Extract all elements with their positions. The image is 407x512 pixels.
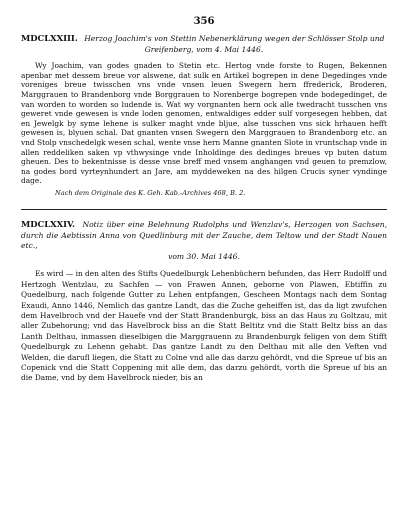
entry-source: Nach dem Originale des K. Geh. Kab.-Archives 468, B. 2. xyxy=(55,188,246,197)
entry-number: MDCLXXIII. xyxy=(21,33,78,43)
entry-title: Notiz über eine Belehnung Rudolphs und Wenzlav's, Herzogen von Sachsen, durch die Aebtissin Anna von Quedlinburg mit der Zauche, dem Teltow und der Stadt Nauen etc., xyxy=(21,219,388,251)
document-entry xyxy=(21,219,387,384)
entry-title: Herzog Joachim's von Stettin Nebenerklärung wegen der Schlösser Stolp und xyxy=(84,34,385,43)
entry-body: Wy Joachim, van godes gnaden to Stetin etc. Hertog vnde forste to Rugen, Bekennen apenbar met dessem breue vor alswene, dat sulk en Artikel bogrepen in dene Degedinges vnde voreniges breue twisschen vns vnde vnsen leuen Swegern hern ffrederick, Broderen, Marggrauen to Brandenborg vnde Borggrauen to Norenberge bogrepen vnde bodegedinget, de van worden to worden so ludende is. Wat wy vorgnanten hern ock alle twedracht tusschen vns geweret vnde gewesen is vnde loden genomen, entwaldiges edder sulf vorgesegen hebben, dat en Jewelgk by syme lehene is sulker maght vnde bljue, alse tusschen vns sick hrhauen hefft gewesen is, blyuen schal. Dat gnanten vnsen Swegern den Marggrauen to Brandenborg etc. an vnd Stolp vnschedelgk wesen schal, wente vnse hern Manne gnanten Slote in vruntschap vnde in allen reddeliken saken vp vthwysinge vnde Inholdinge des dedinges breues vp buten datum gheuen. Des to bekentnisse is desse vnse breff med vnsem anghangen vnd geuen to premzlow, na godes bord vyrteynhundert an Jare, am myddeweken na des hilgen Crucis syner vyndinge dage. xyxy=(21,61,387,186)
entry-body: Es wird — in den alten des Stifts Quedelburgk Lehenbüchern befunden, das Herr Rudolff und Hertzogh Wentzlau, zu Sachfen — von Frawen Annen, geborne von Plawen, Ebtiffin zu Quedelburg, nach folgende Gutter zu Lehen entpfangen, Gescheen Montags nach dem Sontag Exaudi, Anno 1446, Nemlich das gantze Landt, das die Zuche geheiffen ist, das da ligt zwufchen dem Havelbroch vnd der Hauefe vnd der Statt Brandenburgk, biss an das Haus zu Goltzau, mit aller Zubehorung; vnd das Havelbrock biss an die Statt Beltitz vnd die Statt Beltz biss an das Lanth Delthau, inmassen dieselbigen die Marggrauenn zu Brandenburgk feligen von dem Stifft Quedelburgk zu Lehenn gehabt. Das gantze Landt zu den Delthau mit alle den Veften vnd Welden, die darufl liegen, die Statt zu Colne vnd alle das darzu gehördt, vnd die Spreue uf bis an Copenick vnd die Statt Coppening mit alle dem, das darzu gehördt, vorth die Spreue uf bis an die Dame, vnd by dem Havelbrock nieder, bis an xyxy=(21,269,387,383)
page-number: 356 xyxy=(193,16,215,27)
entry-date: Greifenberg, vom 4. Mai 1446. xyxy=(144,44,264,54)
entry-heading xyxy=(21,33,387,55)
entry-number: MDCLXXIV. xyxy=(21,218,75,229)
entry-date: vom 30. Mai 1446. xyxy=(168,251,240,261)
section-divider xyxy=(21,209,387,210)
document-entry xyxy=(21,33,387,198)
entry-heading xyxy=(21,219,387,262)
